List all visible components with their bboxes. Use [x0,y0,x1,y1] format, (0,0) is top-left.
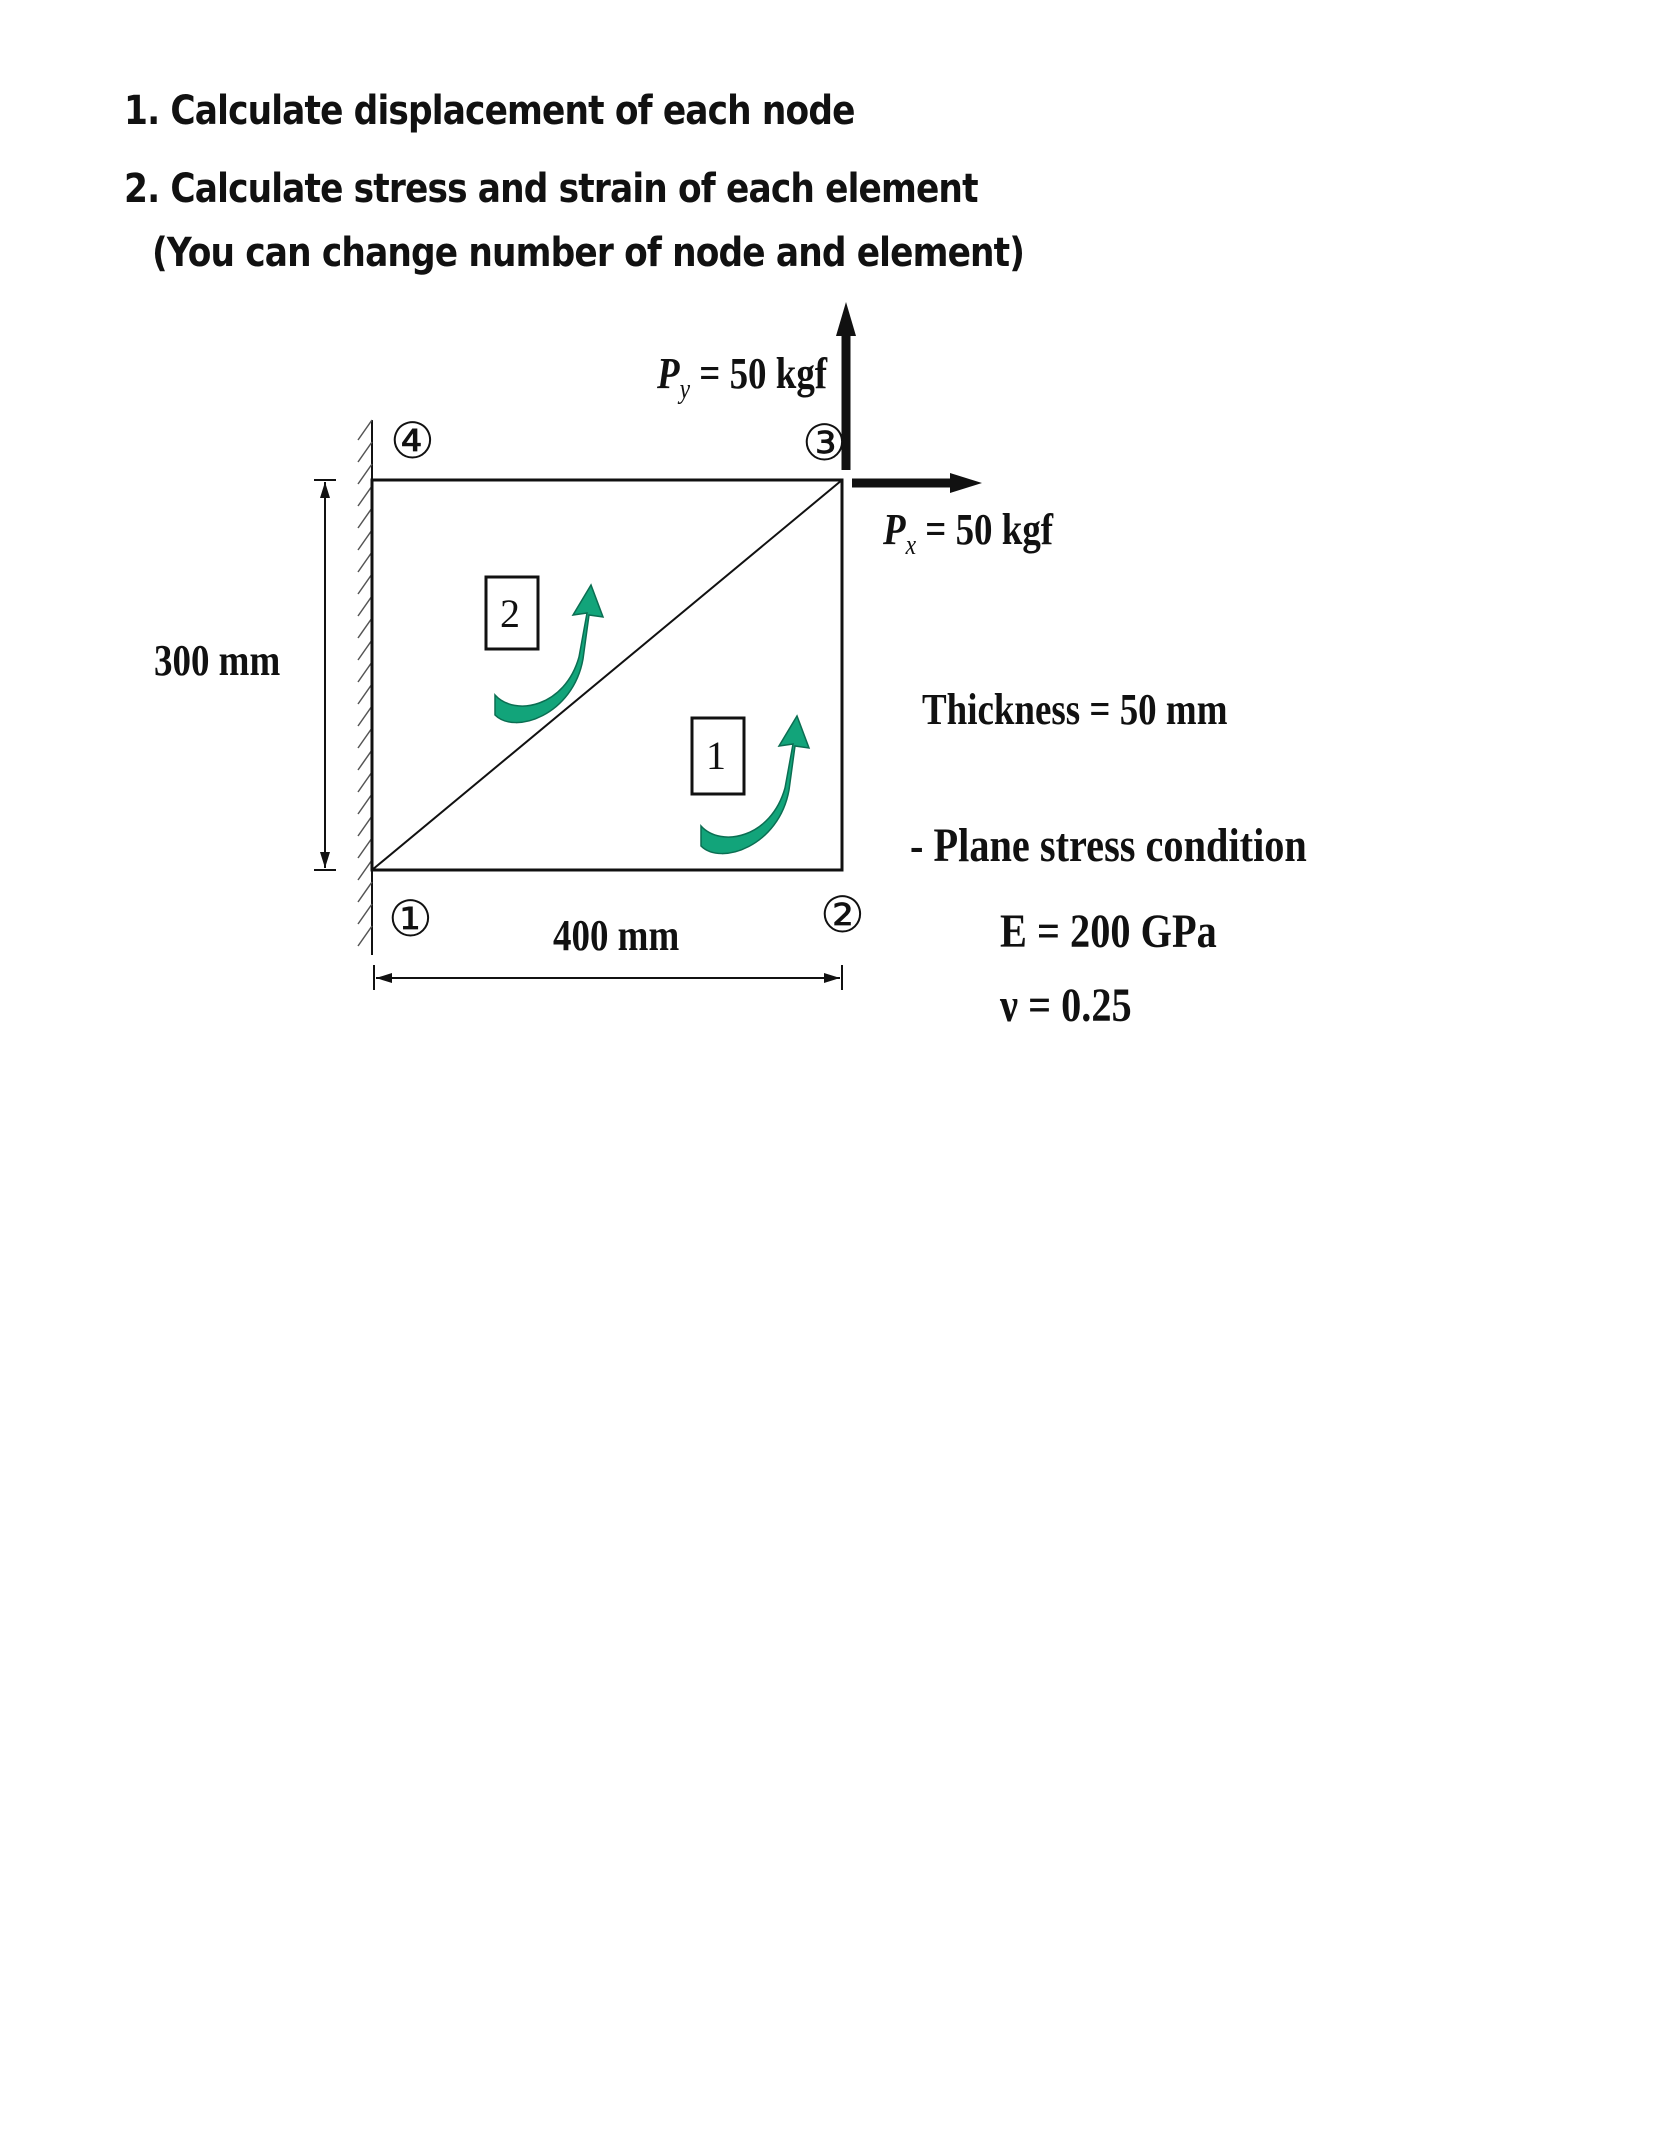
plane-stress-label: - Plane stress condition [910,819,1307,872]
modulus-label: E = 200 GPa [1000,905,1217,958]
width-dimension-line [374,965,842,990]
load-px-symbol: P [883,505,906,554]
task-note: (You can change number of node and element) [152,230,1025,276]
thickness-label: Thickness = 50 mm [922,685,1228,734]
task-1: 1. Calculate displacement of each node [124,88,855,134]
node-1-label: ① [388,891,433,947]
width-dimension-label: 400 mm [553,911,680,960]
load-px-label [883,504,1053,562]
element-2-number: 2 [500,591,520,636]
element-divider [372,480,842,870]
height-dimension-line [314,480,336,870]
load-py-symbol: P [657,349,680,398]
fixed-support [358,420,372,955]
element-1-number: 1 [706,733,726,778]
load-px-value: = 50 kgf [916,505,1054,554]
load-arrow-px [852,473,982,493]
load-py-label [657,348,827,406]
load-py-value: = 50 kgf [690,349,828,398]
node-4-label: ④ [390,413,435,469]
node-3-label: ③ [802,415,847,471]
node-2-label: ② [820,887,865,943]
task-2: 2. Calculate stress and strain of each element [124,166,978,212]
load-py-subscript: y [679,373,691,405]
poisson-label: ν = 0.25 [1000,979,1132,1032]
height-dimension-label: 300 mm [154,636,281,685]
load-px-subscript: x [905,529,917,561]
